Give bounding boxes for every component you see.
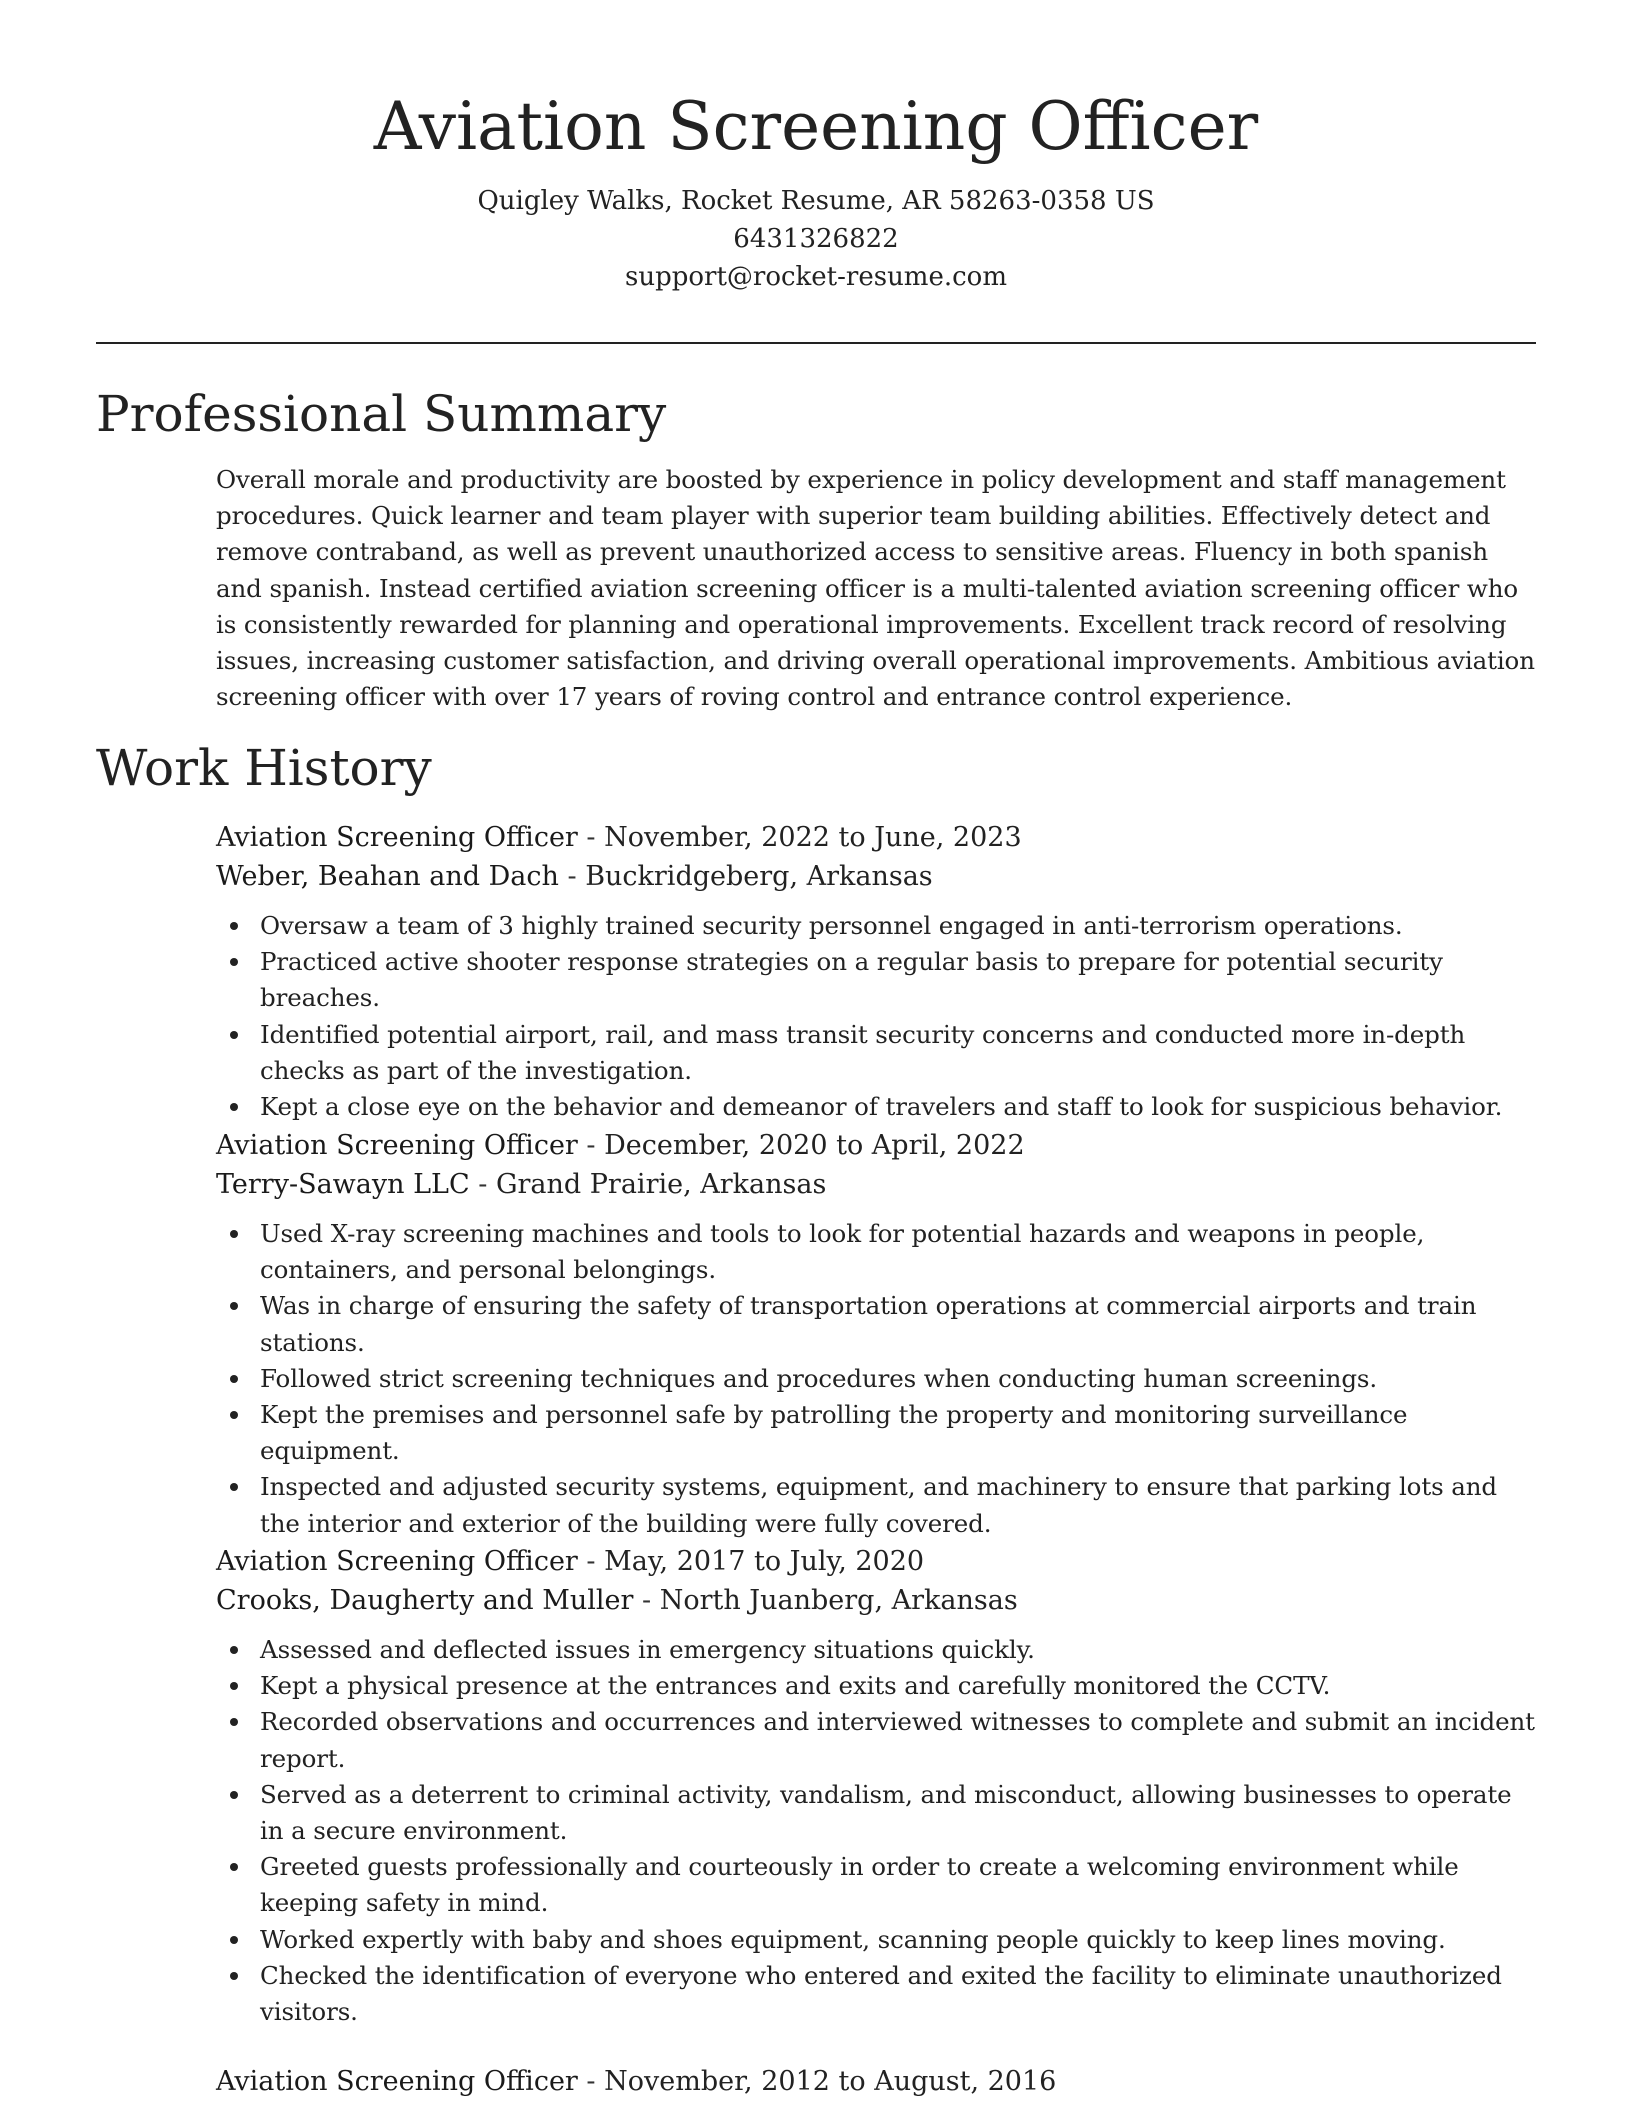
duty-item: Greeted guests professionally and courteously in order to create a welcoming environment while keeping safety in mind. — [260, 1849, 1540, 1921]
job-title-line: Aviation Screening Officer - December, 2020 to April, 2022 — [216, 1130, 1025, 1161]
duty-list — [216, 908, 1540, 1125]
job-entry — [216, 2062, 1540, 2101]
job-role: Aviation Screening Officer — [216, 822, 578, 853]
duty-item: Followed strict screening techniques and procedures when conducting human screenings. — [260, 1361, 1540, 1397]
job-dates: November, 2022 to June, 2023 — [604, 822, 1022, 853]
job-location: North Juanberg, Arkansas — [659, 1585, 1018, 1616]
job-company-line: Weber, Beahan and Dach - Buckridgeberg, Arkansas — [216, 861, 933, 892]
job-role: Aviation Screening Officer — [216, 1546, 578, 1577]
job-entry — [216, 1126, 1540, 1542]
duty-item: Checked the identification of everyone who entered and exited the facility to eliminate unauthorized visitors. — [260, 1958, 1540, 2030]
duty-item: Oversaw a team of 3 highly trained security personnel engaged in anti-terrorism operations. — [260, 908, 1540, 944]
duty-item: Kept the premises and personnel safe by patrolling the property and monitoring surveillance equipment. — [260, 1397, 1540, 1469]
job-company: Weber, Beahan and Dach — [216, 861, 559, 892]
summary-heading: Professional Summary — [96, 385, 667, 443]
job-company-line: Terry-Sawayn LLC - Grand Prairie, Arkansas — [216, 1169, 827, 1200]
job-dates: May, 2017 to July, 2020 — [604, 1546, 925, 1577]
duty-item: Recorded observations and occurrences and interviewed witnesses to complete and submit an incident report. — [260, 1704, 1540, 1776]
duty-item: Identified potential airport, rail, and mass transit security concerns and conducted more in-depth checks as part of the investigation. — [260, 1017, 1540, 1089]
duty-item: Worked expertly with baby and shoes equipment, scanning people quickly to keep lines moving. — [260, 1922, 1540, 1958]
duty-item: Served as a deterrent to criminal activity, vandalism, and misconduct, allowing businesses to operate in a secure environment. — [260, 1777, 1540, 1849]
summary-text: Overall morale and productivity are boosted by experience in policy development and staff management procedures. Quick learner and team player with superior team building abilities. Effectively detect and remove contraband, as well as prevent unauthorized access to sensitive areas. Fluency in both spanish and spanish. Instead certified aviation screening officer is a multi-talented aviation screening officer who is consistently rewarded for planning and operational improvements. Excellent track record of resolving issues, increasing customer satisfaction, and driving overall operational improvements. Ambitious aviation screening officer with over 17 years of roving control and entrance control experience. — [216, 465, 1535, 712]
job-location: Grand Prairie, Arkansas — [495, 1169, 827, 1200]
job-company: Terry-Sawayn LLC — [216, 1169, 470, 1200]
job-dates: November, 2012 to August, 2016 — [604, 2066, 1057, 2097]
job-title-line: Aviation Screening Officer - November, 2012 to August, 2016 — [216, 2066, 1057, 2097]
duty-item: Kept a physical presence at the entrances and exits and carefully monitored the CCTV. — [260, 1668, 1540, 1704]
header-divider — [96, 342, 1536, 344]
phone-number: 6431326822 — [733, 224, 899, 254]
job-location: Buckridgeberg, Arkansas — [585, 861, 933, 892]
job-entry — [216, 1542, 1540, 2030]
duty-list — [216, 1632, 1540, 2030]
job-role: Aviation Screening Officer — [216, 1130, 578, 1161]
address: Quigley Walks, Rocket Resume, AR 58263-0358 US — [477, 186, 1155, 216]
duty-item: Inspected and adjusted security systems, equipment, and machinery to ensure that parking lots and the interior and exterior of the building were fully covered. — [260, 1469, 1540, 1541]
work-history-heading: Work History — [96, 739, 432, 797]
job-entry — [216, 818, 1540, 1125]
job-title-line: Aviation Screening Officer - May, 2017 to July, 2020 — [216, 1546, 925, 1577]
duty-item: Used X-ray screening machines and tools to look for potential hazards and weapons in people, containers, and personal belongings. — [260, 1216, 1540, 1288]
duty-item: Practiced active shooter response strategies on a regular basis to prepare for potential security breaches. — [260, 944, 1540, 1016]
duty-item: Assessed and deflected issues in emergency situations quickly. — [260, 1632, 1540, 1668]
duty-list — [216, 1216, 1540, 1542]
job-title-line: Aviation Screening Officer - November, 2022 to June, 2023 — [216, 822, 1022, 853]
job-dates: December, 2020 to April, 2022 — [604, 1130, 1025, 1161]
job-company: Crooks, Daugherty and Muller — [216, 1585, 634, 1616]
duty-item: Was in charge of ensuring the safety of transportation operations at commercial airports and train stations. — [260, 1288, 1540, 1360]
duty-item: Kept a close eye on the behavior and demeanor of travelers and staff to look for suspicious behavior. — [260, 1089, 1540, 1125]
job-company-line: Crooks, Daugherty and Muller - North Juanberg, Arkansas — [216, 1585, 1018, 1616]
email-address: support@rocket-resume.com — [624, 262, 1007, 292]
candidate-title: Aviation Screening Officer — [373, 88, 1259, 165]
job-role: Aviation Screening Officer — [216, 2066, 578, 2097]
resume-header — [96, 82, 1536, 296]
contact-block — [96, 182, 1536, 296]
